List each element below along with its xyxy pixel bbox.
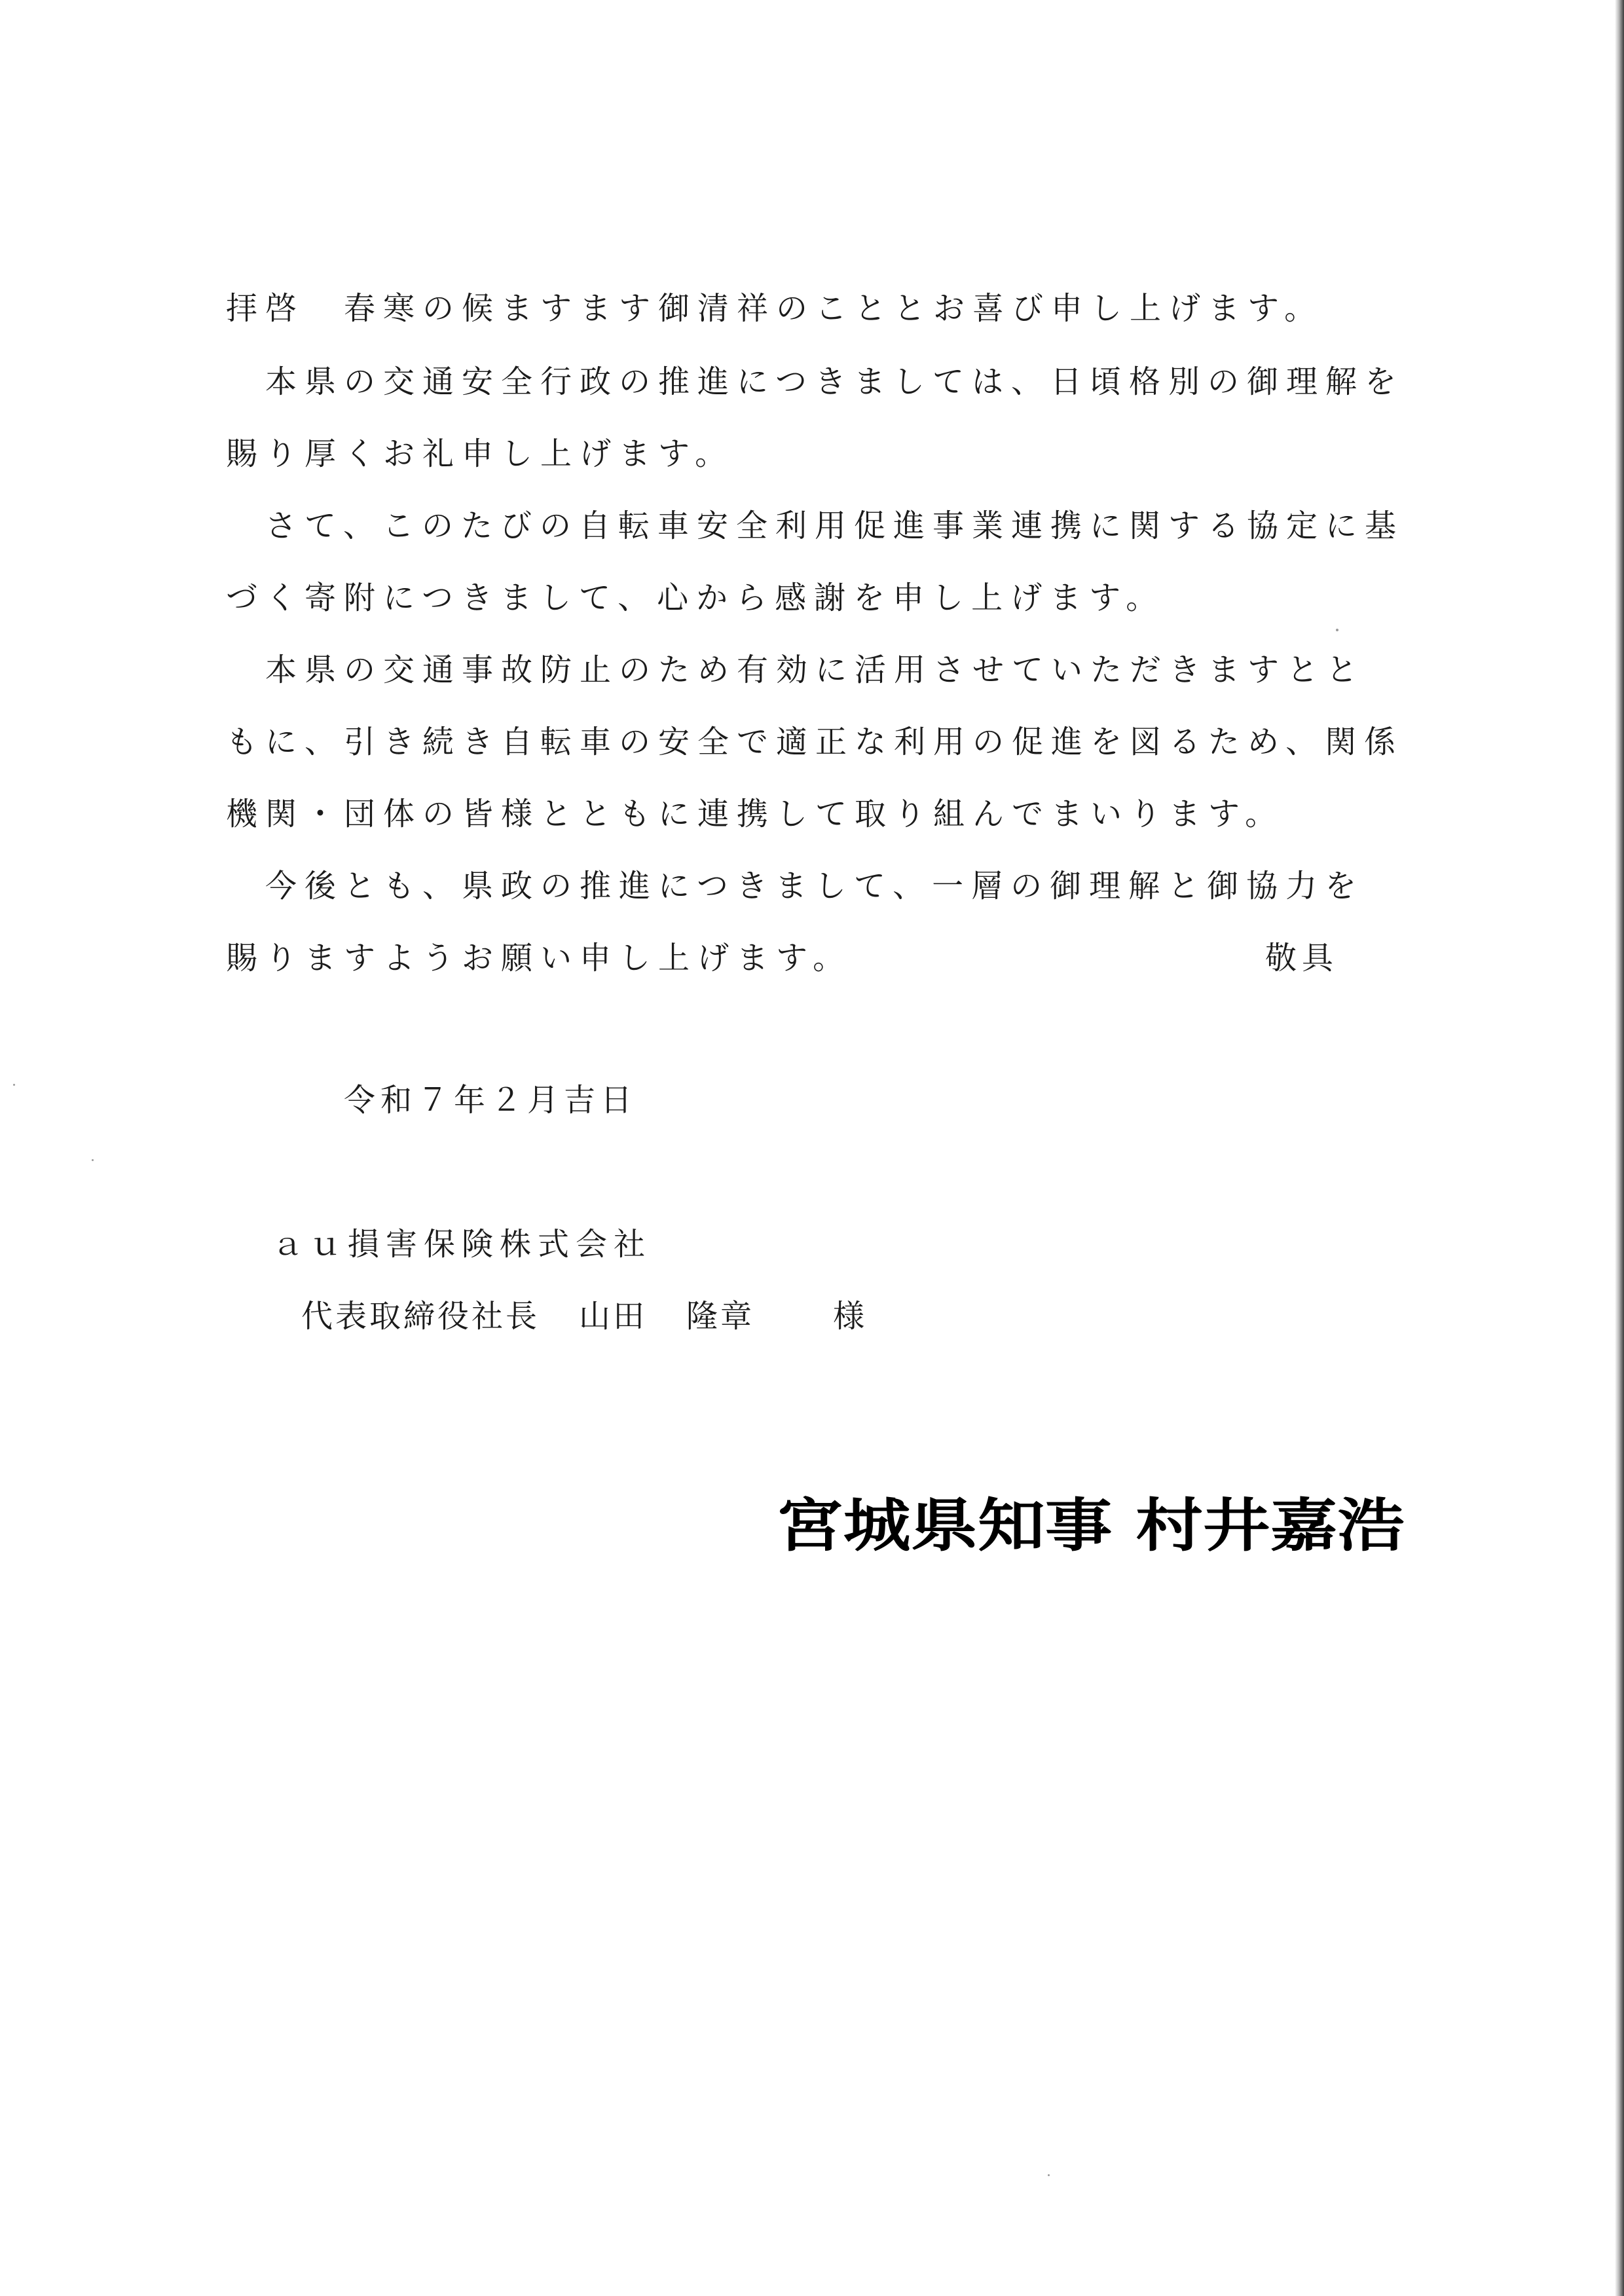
- scan-speck: [1048, 2174, 1050, 2176]
- governor-signature: [776, 1481, 1411, 1560]
- letter-line: 本県の交通事故防止のため有効に活用させていただきますとと: [265, 652, 1366, 688]
- signature-text: 宮城県知事 村井嘉浩: [776, 1491, 1405, 1559]
- scan-speck: [92, 1159, 94, 1161]
- letter-line: 本県の交通安全行政の推進につきましては、日頃格別の御理解を: [265, 363, 1405, 400]
- letter-line: 賜り厚くお礼申し上げます。: [226, 435, 735, 472]
- recipient-given-name: 隆章: [686, 1298, 755, 1335]
- recipient-company: ａｕ損害保険株式会社: [272, 1226, 652, 1263]
- letter-line: 機関・団体の皆様とともに連携して取り組んでまいります。: [226, 796, 1285, 832]
- recipient-title: 代表取締役社長: [301, 1298, 540, 1335]
- letter-line: さて、このたびの自転車安全利用促進事業連携に関する協定に基: [265, 508, 1405, 544]
- letter-line: 今後とも、県政の推進につきまして、一層の御理解と御協力を: [265, 868, 1365, 904]
- recipient-surname: 山田: [579, 1298, 648, 1335]
- recipient-name-line: [301, 1297, 864, 1336]
- scan-speck: [1336, 629, 1338, 631]
- letter-line: づく寄附につきまして、心から感謝を申し上げます。: [226, 580, 1166, 616]
- letter-line-opening: 拝啓 春寒の候ますます御清祥のこととお喜び申し上げます。: [226, 290, 1324, 327]
- recipient-honorific: 様: [833, 1298, 865, 1335]
- letter-date: 令和７年２月吉日: [344, 1082, 638, 1119]
- closing-phrase: 敬具: [1265, 940, 1339, 976]
- letter-line: もに、引き続き自転車の安全で適正な利用の促進を図るため、関係: [226, 724, 1404, 760]
- scan-speck: [13, 1084, 15, 1086]
- letter-line: 賜りますようお願い申し上げます。: [226, 940, 853, 976]
- scan-edge-shadow: [1615, 0, 1624, 2296]
